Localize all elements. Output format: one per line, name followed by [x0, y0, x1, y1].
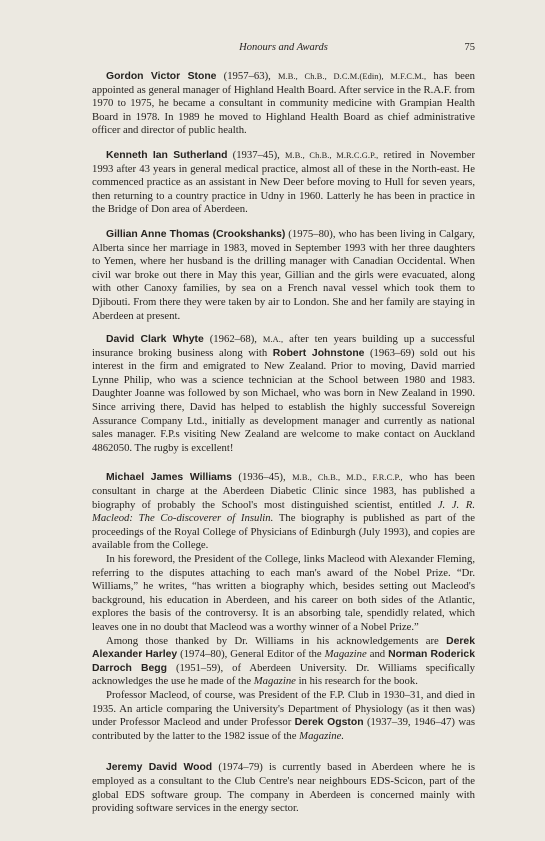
magazine-title: Magazine. [299, 729, 344, 742]
magazine-title: Magazine [253, 675, 296, 688]
entry-text-continued: The biography is published as part of the proceedings of the Royal College of Physicians of Edinburgh (July 1993), and copies are available from the College. [92, 512, 475, 552]
years: (1975–80), [285, 227, 339, 240]
williams-paragraph-4 [92, 689, 475, 743]
text: in his research for the book. [295, 675, 418, 688]
person-name: Gordon Victor Stone [106, 71, 217, 82]
qualifications: M.B., Ch.B., M.D., F.R.C.P., [292, 473, 403, 483]
entry-text: who has been living in Calgary, Alberta since her marriage in 1983, moved in September 1993 with her three daughters to Yemen, where her husband is the drilling manager with Canadian Occidental. When civil war broke out there in May this year, Gillian and the girls were evacuated, along with other Canoxy families, by sea on a French naval vessel which took them to Djibouti. From there they were taken by air to London. She and her family are staying in Aberdeen at present. [92, 227, 475, 322]
qualifications: M.B., Ch.B., D.C.M.(Edin), M.F.C.M., [278, 72, 427, 81]
person-name: David Clark Whyte [106, 334, 204, 346]
years: (1937–45), [227, 148, 285, 161]
text: (1951–59), of Aberdeen University. Dr. Williams specifically acknowledges the use he made of the [92, 661, 475, 688]
person-name: Norman Roderick Darroch Begg [92, 649, 475, 674]
person-name: Gillian Anne Thomas (Crookshanks) [106, 228, 286, 240]
person-name: Jeremy David Wood [106, 762, 213, 774]
text: (1937–39, 1946–47) was contributed by the latter to the 1982 issue of the [92, 716, 475, 742]
entry-stone [92, 70, 475, 138]
qualifications: M.B., Ch.B., M.R.C.G.P., [284, 150, 379, 160]
entry-thomas [92, 228, 475, 323]
qualifications: M.A., [262, 335, 284, 345]
person-name: Kenneth Ian Sutherland [106, 149, 228, 161]
text: and [366, 648, 389, 661]
person-name-secondary: Robert Johnstone [272, 347, 365, 359]
entry-text: has been appointed as general manager of Highland Health Board. After service in the R.A.F. from 1970 to 1975, he became a consultant in community medicine with Grampian Health Board in 1978. In 1989 he moved to Highland Health Board as chief administrative officer and director of public health. [92, 70, 475, 137]
years: (1962–68), [203, 333, 263, 346]
williams-paragraph-3 [92, 635, 475, 689]
page-number: 75 [464, 42, 475, 53]
person-name: Michael James Williams [106, 472, 232, 484]
entry-wood [92, 761, 475, 815]
entry-sutherland [92, 149, 475, 217]
entry-text: after ten years building up a successful insurance broking business along with [92, 333, 476, 359]
entry-text: retired in November 1993 after 43 years in general medical practice, almost all of these in the North-east. He commenced practice as an assistant in New Deer before moving to Hull for seven years, then returning to a country practice in Udny in 1960. Latterly he has been in practice in the Bridge of Don area of Aberdeen. [92, 148, 476, 216]
williams-paragraph-2: In his foreword, the President of the College, links Macleod with Alexander Fleming, referring to the disputes attaching to each man's award of the Nobel Prize. “Dr. Williams,” he writes, “has written a biography which, besides setting out Macleod's background, his education in Aberdeen, and his career on both sides of the Atlantic, explores the basis of the controversy. It is an absorbing tale, spendidly related, which leaves one in no doubt that Macleod was a worthy winner of a Nobel Prize.” [92, 553, 475, 633]
article-body [92, 70, 475, 816]
person-name: Derek Alexander Harley [92, 635, 475, 661]
entry-williams [92, 471, 475, 553]
years: (1936–45), [231, 471, 293, 484]
entry-text-continued: (1963–69) sold out his interest in the firm and emigrated to New Zealand. Prior to moving, David married Lynne Philip, who was a science technician at the School between 1980 and 1983. Daughter Joanne was followed by son Michael, who was born in New Zealand in 1990. Since arriving there, David has helped to establish the highly successful Sovereign Assurance Company Ltd., initially as development manager and currently as national sales manager. F.P.s visiting New Zealand are welcome to make contact on Auckland 4862050. The rugby is excellent! [92, 346, 475, 454]
text: Professor Macleod, of course, was President of the F.P. Club in 1930–31, and died in 1935. An article comparing the University's Department of Physiology (as it then was) under Professor Macleod and under Professor [92, 688, 475, 729]
running-title: Honours and Awards [239, 42, 328, 53]
magazine-title: Magazine [324, 648, 367, 661]
person-name: Derek Ogston [294, 717, 364, 729]
text: Among those thanked by Dr. Williams in his acknowledgements are [106, 634, 447, 647]
text: (1974–80), General Editor of the [177, 648, 325, 661]
years: (1957–63), [216, 70, 279, 82]
book-title: J. J. R. Macleod: The Co-discoverer of Insulin. [92, 498, 475, 525]
page-header [92, 42, 475, 56]
entry-whyte [92, 333, 475, 455]
entry-text: who has been consultant in charge at the Aberdeen Diabetic Clinic since 1983, has published a biography of probably the School's most distinguished scientist, entitled [92, 471, 475, 511]
entry-text: (1974–79) is currently based in Aberdeen where he is employed as a consultant to the Club Centre's near neighbours EDS-Scicon, part of the global EDS software group. The company in Aberdeen is concerned mainly with providing software services in the energy sector. [92, 761, 475, 815]
